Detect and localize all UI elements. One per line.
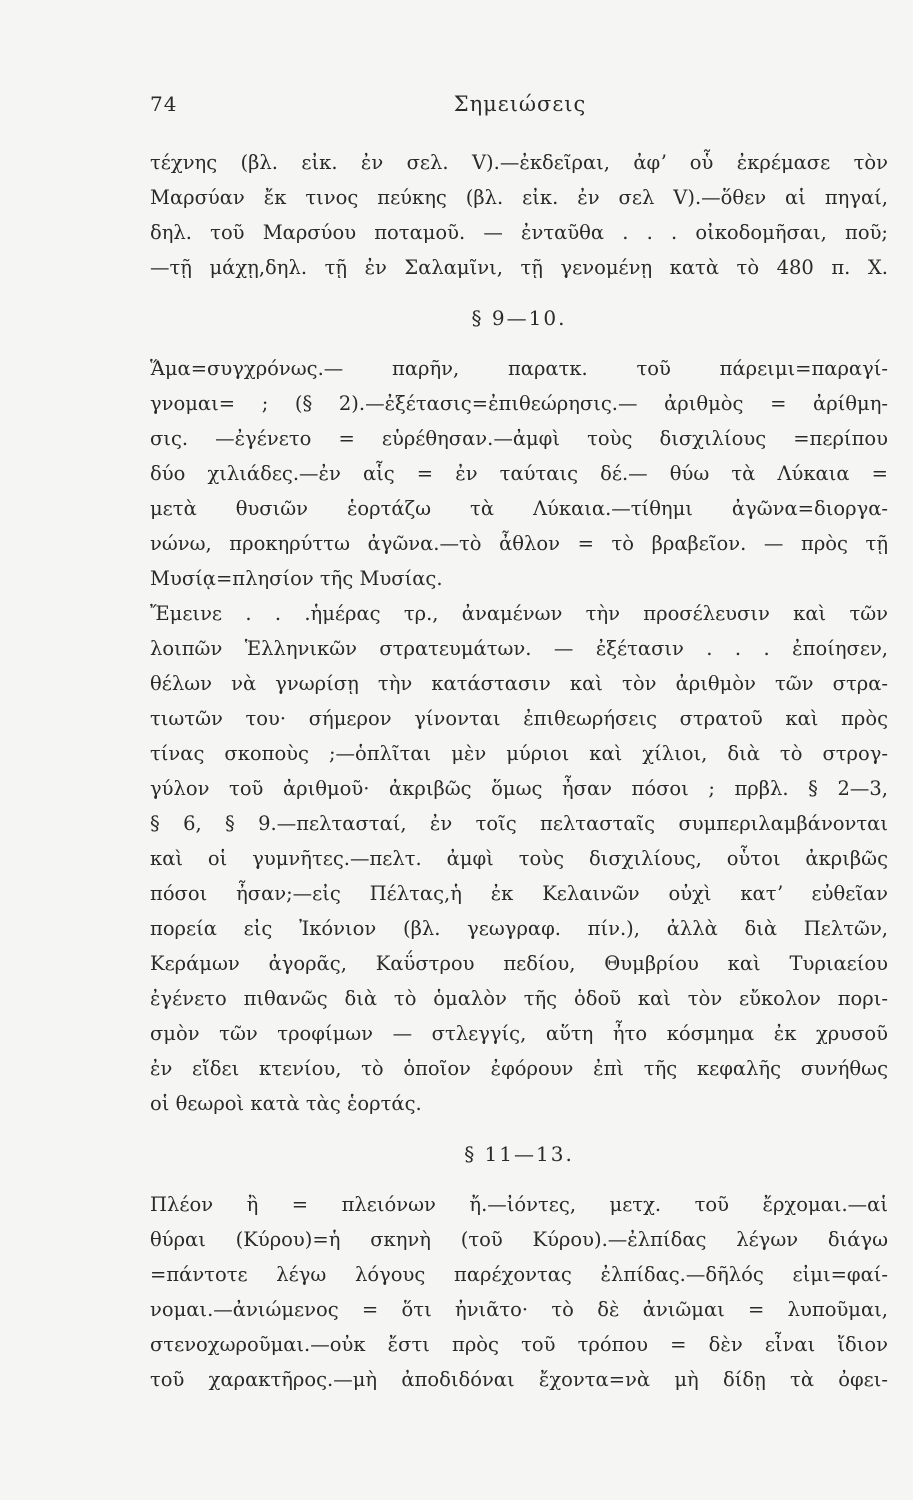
text-line: τίνας σκοποὺς ;—ὁπλῖται μὲν μύριοι καὶ χίλιοι, διὰ τὸ στρογ-: [150, 742, 888, 765]
text-line: Ἅμα=συγχρόνως.— παρῆν, παρατκ. τοῦ πάρειμι=παραγί-: [150, 357, 888, 380]
text-line: =πάντοτε λέγω λόγους παρέχοντας ἐλπίδας.—δῆλός εἰμι=φαί-: [150, 1263, 888, 1286]
text-line: πόσοι ἦσαν;—εἰς Πέλτας,ἡ ἐκ Κελαινῶν οὐχὶ κατʼ εὐθεῖαν: [150, 882, 888, 905]
text-line: γύλον τοῦ ἀριθμοῦ· ἀκριβῶς ὅμως ἦσαν πόσοι ; πρβλ. § 2—3,: [150, 777, 888, 800]
page-number: 74: [150, 92, 178, 116]
text-line: δηλ. τοῦ Μαρσύου ποταμοῦ. — ἐνταῦθα . . . οἰκοδομῆσαι, ποῦ;: [150, 221, 888, 244]
text-line: Μυσίᾳ=πλησίον τῆς Μυσίας.: [150, 567, 443, 590]
text-line: τιωτῶν του· σήμερον γίνονται ἐπιθεωρήσεις στρατοῦ καὶ πρὸς: [150, 707, 888, 730]
page-header: [150, 92, 890, 132]
text-line: στενοχωροῦμαι.—οὐκ ἔστι πρὸς τοῦ τρόπου = δὲν εἶναι ἴδιον: [150, 1333, 888, 1356]
running-head: Σημειώσεις: [453, 92, 587, 116]
text-line: πορεία εἰς Ἰκόνιον (βλ. γεωγραφ. πίν.), ἀλλὰ διὰ Πελτῶν,: [150, 917, 888, 940]
text-line: Ἔμεινε . . .ἡμέρας τρ., ἀναμένων τὴν προσέλευσιν καὶ τῶν: [150, 602, 888, 625]
text-line: καὶ οἱ γυμνῆτες.—πελτ. ἀμφὶ τοὺς δισχιλίους, οὗτοι ἀκριβῶς: [150, 847, 888, 870]
text-line: σμὸν τῶν τροφίμων — στλεγγίς, αὕτη ἦτο κόσμημα ἐκ χρυσοῦ: [150, 1022, 888, 1045]
text-line: γνομαι= ; (§ 2).—ἐξέτασις=ἐπιθεώρησις.— ἀριθμὸς = ἀρίθμη-: [150, 392, 888, 415]
text-line: Μαρσύαν ἔκ τινος πεύκης (βλ. εἰκ. ἐν σελ V).—ὅθεν αἱ πηγαί,: [150, 186, 888, 209]
text-line: Πλέον ἢ = πλειόνων ἤ.—ἰόντες, μετχ. τοῦ ἔρχομαι.—αἱ: [150, 1193, 888, 1216]
text-line: τοῦ χαρακτῆρος.—μὴ ἀποδιδόναι ἔχοντα=νὰ μὴ δίδῃ τὰ ὀφει-: [150, 1368, 888, 1391]
page-body: [150, 145, 888, 1397]
text-line: § 6, § 9.—πελτασταί, ἐν τοῖς πελτασταῖς συμπεριλαμβάνονται: [150, 812, 888, 835]
text-line: ἐν εἴδει κτενίου, τὸ ὁποῖον ἐφόρουν ἐπὶ τῆς κεφαλῆς συνήθως: [150, 1057, 888, 1080]
text-line: σις. —ἐγένετο = εὑρέθησαν.—ἀμφὶ τοὺς δισχιλίους =περίπου: [150, 427, 888, 450]
text-line: τέχνης (βλ. εἰκ. ἐν σελ. V).—ἐκδεῖραι, ἀφʼ οὗ ἐκρέμασε τὸν: [150, 151, 888, 174]
text-line: δύο χιλιάδες.—ἐν αἷς = ἐν ταύταις δέ.— θύω τὰ Λύκαια =: [150, 462, 888, 485]
section-heading: § 9—10.: [471, 306, 567, 330]
text-line: Κεράμων ἀγορᾶς, Καΰστρου πεδίου, Θυμβρίου καὶ Τυριαείου: [150, 952, 888, 975]
text-line: νομαι.—ἀνιώμενος = ὅτι ἠνιᾶτο· τὸ δὲ ἀνιῶμαι = λυποῦμαι,: [150, 1298, 888, 1321]
text-line: ἐγένετο πιθανῶς διὰ τὸ ὁμαλὸν τῆς ὁδοῦ καὶ τὸν εὔκολον πορι-: [150, 987, 888, 1010]
text-line: —τῇ μάχῃ,δηλ. τῇ ἐν Σαλαμῖνι, τῇ γενομένῃ κατὰ τὸ 480 π. Χ.: [150, 256, 888, 279]
text-line: οἱ θεωροὶ κατὰ τὰς ἑορτάς.: [150, 1092, 422, 1115]
text-line: θέλων νὰ γνωρίσῃ τὴν κατάστασιν καὶ τὸν ἀριθμὸν τῶν στρα-: [150, 672, 888, 695]
text-line: θύραι (Κύρου)=ἡ σκηνὴ (τοῦ Κύρου).—ἐλπίδας λέγων διάγω: [150, 1228, 888, 1251]
text-line: μετὰ θυσιῶν ἑορτάζω τὰ Λύκαια.—τίθημι ἀγῶνα=διοργα-: [150, 497, 888, 520]
text-line: λοιπῶν Ἑλληνικῶν στρατευμάτων. — ἐξέτασιν . . . ἐποίησεν,: [150, 637, 888, 660]
text-line: νώνω, προκηρύττω ἀγῶνα.—τὸ ἆθλον = τὸ βραβεῖον. — πρὸς τῇ: [150, 532, 888, 555]
section-heading: § 11—13.: [464, 1142, 574, 1166]
